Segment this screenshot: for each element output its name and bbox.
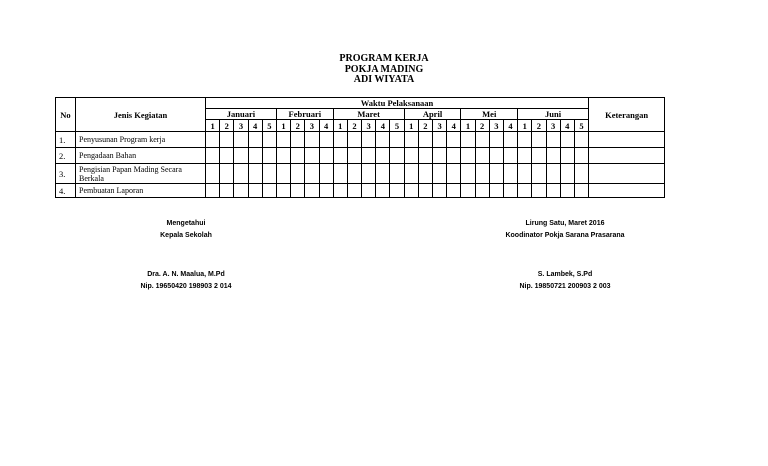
schedule-cell bbox=[333, 148, 347, 164]
schedule-cell bbox=[560, 164, 574, 184]
table-row bbox=[56, 164, 665, 184]
schedule-cell bbox=[305, 148, 319, 164]
schedule-cell bbox=[262, 164, 276, 184]
schedule-cell bbox=[248, 132, 262, 148]
row-activity: Pengisian Papan Mading Secara Berkala bbox=[76, 164, 206, 184]
schedule-cell bbox=[276, 132, 290, 148]
schedule-cell bbox=[362, 148, 376, 164]
week-number: 3 bbox=[305, 120, 319, 132]
signature-right-identity bbox=[490, 269, 640, 293]
schedule-cell bbox=[276, 148, 290, 164]
week-number: 3 bbox=[546, 120, 560, 132]
schedule-cell bbox=[518, 148, 532, 164]
schedule-cell bbox=[276, 184, 290, 198]
schedule-cell bbox=[489, 164, 503, 184]
schedule-cell bbox=[503, 164, 517, 184]
schedule-cell bbox=[220, 132, 234, 148]
week-number: 2 bbox=[475, 120, 489, 132]
week-number: 2 bbox=[220, 120, 234, 132]
schedule-cell bbox=[305, 164, 319, 184]
schedule-cell bbox=[546, 164, 560, 184]
document-title bbox=[0, 54, 768, 86]
row-activity: Pengadaan Bahan bbox=[76, 148, 206, 164]
remarks-cell bbox=[589, 184, 665, 198]
schedule-cell bbox=[532, 148, 546, 164]
schedule-cell bbox=[291, 164, 305, 184]
week-number: 1 bbox=[404, 120, 418, 132]
schedule-cell bbox=[503, 148, 517, 164]
month-header: Mei bbox=[461, 109, 518, 120]
week-number: 4 bbox=[376, 120, 390, 132]
schedule-cell bbox=[461, 164, 475, 184]
schedule-cell bbox=[362, 132, 376, 148]
title-line-1: PROGRAM KERJA bbox=[339, 53, 429, 64]
schedule-cell bbox=[518, 164, 532, 184]
row-activity: Pembuatan Laporan bbox=[76, 184, 206, 198]
signature-right-name: S. Lambek, S.Pd bbox=[537, 271, 593, 278]
header-activity: Jenis Kegiatan bbox=[76, 98, 206, 132]
signature-right bbox=[490, 218, 640, 242]
schedule-cell bbox=[574, 164, 588, 184]
week-number: 2 bbox=[347, 120, 361, 132]
week-number: 1 bbox=[276, 120, 290, 132]
schedule-cell bbox=[248, 164, 262, 184]
schedule-cell bbox=[461, 132, 475, 148]
schedule-cell bbox=[560, 184, 574, 198]
week-number: 3 bbox=[433, 120, 447, 132]
schedule-cell bbox=[206, 164, 220, 184]
schedule-cell bbox=[518, 132, 532, 148]
remarks-cell bbox=[589, 132, 665, 148]
table-row bbox=[56, 132, 665, 148]
schedule-cell bbox=[518, 184, 532, 198]
row-number: 2. bbox=[56, 148, 76, 164]
schedule-cell bbox=[404, 132, 418, 148]
schedule-cell bbox=[574, 148, 588, 164]
schedule-cell bbox=[546, 132, 560, 148]
signature-right-nip: Nip. 19850721 200903 2 003 bbox=[519, 283, 611, 290]
week-number: 2 bbox=[291, 120, 305, 132]
table-row bbox=[56, 148, 665, 164]
schedule-cell bbox=[404, 148, 418, 164]
schedule-cell bbox=[291, 148, 305, 164]
signature-right-line1: Lirung Satu, Maret 2016 bbox=[525, 220, 605, 227]
week-number: 3 bbox=[489, 120, 503, 132]
schedule-cell bbox=[248, 184, 262, 198]
week-number: 4 bbox=[447, 120, 461, 132]
schedule-cell bbox=[305, 184, 319, 198]
week-number: 4 bbox=[503, 120, 517, 132]
schedule-cell bbox=[461, 148, 475, 164]
header-remarks: Keterangan bbox=[589, 98, 665, 132]
week-number: 2 bbox=[418, 120, 432, 132]
schedule-cell bbox=[390, 148, 404, 164]
work-plan-table bbox=[55, 97, 665, 198]
week-number: 5 bbox=[574, 120, 588, 132]
signature-right-line2: Koodinator Pokja Sarana Prasarana bbox=[505, 232, 625, 239]
week-number: 4 bbox=[248, 120, 262, 132]
schedule-cell bbox=[489, 148, 503, 164]
schedule-cell bbox=[376, 184, 390, 198]
schedule-cell bbox=[362, 164, 376, 184]
schedule-cell bbox=[319, 184, 333, 198]
week-number: 4 bbox=[319, 120, 333, 132]
schedule-cell bbox=[276, 164, 290, 184]
schedule-cell bbox=[503, 132, 517, 148]
header-schedule: Waktu Pelaksanaan bbox=[206, 98, 589, 109]
schedule-cell bbox=[447, 164, 461, 184]
signature-left-identity bbox=[116, 269, 256, 293]
schedule-cell bbox=[447, 184, 461, 198]
month-header: Januari bbox=[206, 109, 277, 120]
month-header: April bbox=[404, 109, 461, 120]
schedule-cell bbox=[418, 164, 432, 184]
schedule-cell bbox=[248, 148, 262, 164]
schedule-cell bbox=[475, 132, 489, 148]
schedule-cell bbox=[305, 132, 319, 148]
schedule-cell bbox=[475, 148, 489, 164]
schedule-cell bbox=[489, 132, 503, 148]
schedule-cell bbox=[475, 184, 489, 198]
schedule-cell bbox=[489, 184, 503, 198]
schedule-cell bbox=[220, 184, 234, 198]
schedule-cell bbox=[319, 164, 333, 184]
row-number: 3. bbox=[56, 164, 76, 184]
schedule-cell bbox=[319, 132, 333, 148]
week-number: 3 bbox=[362, 120, 376, 132]
schedule-cell bbox=[560, 148, 574, 164]
schedule-cell bbox=[376, 132, 390, 148]
week-number: 1 bbox=[461, 120, 475, 132]
schedule-cell bbox=[234, 184, 248, 198]
signature-left-line1: Mengetahui bbox=[166, 220, 206, 227]
schedule-cell bbox=[433, 184, 447, 198]
schedule-cell bbox=[333, 184, 347, 198]
schedule-cell bbox=[433, 148, 447, 164]
title-line-3: ADI WIYATA bbox=[353, 74, 415, 85]
week-number: 5 bbox=[262, 120, 276, 132]
schedule-cell bbox=[390, 132, 404, 148]
remarks-cell bbox=[589, 164, 665, 184]
schedule-cell bbox=[475, 164, 489, 184]
row-number: 1. bbox=[56, 132, 76, 148]
schedule-cell bbox=[347, 184, 361, 198]
schedule-cell bbox=[234, 132, 248, 148]
schedule-cell bbox=[362, 184, 376, 198]
week-number: 3 bbox=[234, 120, 248, 132]
schedule-cell bbox=[234, 164, 248, 184]
signature-left-line2: Kepala Sekolah bbox=[160, 232, 212, 239]
schedule-cell bbox=[262, 184, 276, 198]
schedule-cell bbox=[433, 164, 447, 184]
header-row-1 bbox=[56, 98, 665, 109]
schedule-cell bbox=[234, 148, 248, 164]
schedule-cell bbox=[532, 132, 546, 148]
schedule-cell bbox=[291, 132, 305, 148]
month-header: Februari bbox=[276, 109, 333, 120]
schedule-cell bbox=[347, 132, 361, 148]
schedule-cell bbox=[546, 148, 560, 164]
schedule-cell bbox=[347, 148, 361, 164]
schedule-cell bbox=[333, 164, 347, 184]
remarks-cell bbox=[589, 148, 665, 164]
schedule-cell bbox=[532, 164, 546, 184]
schedule-cell bbox=[404, 184, 418, 198]
schedule-cell bbox=[390, 164, 404, 184]
schedule-cell bbox=[433, 132, 447, 148]
schedule-cell bbox=[461, 184, 475, 198]
signature-left-nip: Nip. 19650420 198903 2 014 bbox=[140, 283, 232, 290]
schedule-cell bbox=[319, 148, 333, 164]
schedule-cell bbox=[503, 184, 517, 198]
schedule-cell bbox=[546, 184, 560, 198]
week-number: 1 bbox=[518, 120, 532, 132]
schedule-cell bbox=[376, 148, 390, 164]
schedule-cell bbox=[262, 132, 276, 148]
table-row bbox=[56, 184, 665, 198]
month-header: Juni bbox=[518, 109, 589, 120]
schedule-cell bbox=[206, 148, 220, 164]
schedule-cell bbox=[447, 132, 461, 148]
month-header: Maret bbox=[333, 109, 404, 120]
schedule-cell bbox=[447, 148, 461, 164]
signature-left-name: Dra. A. N. Maalua, M.Pd bbox=[147, 271, 225, 278]
signature-left bbox=[126, 218, 246, 242]
schedule-cell bbox=[574, 184, 588, 198]
schedule-cell bbox=[418, 184, 432, 198]
header-no: No bbox=[56, 98, 76, 132]
schedule-cell bbox=[333, 132, 347, 148]
schedule-cell bbox=[220, 164, 234, 184]
schedule-cell bbox=[560, 132, 574, 148]
schedule-cell bbox=[418, 148, 432, 164]
row-activity: Penyusunan Program kerja bbox=[76, 132, 206, 148]
schedule-cell bbox=[532, 184, 546, 198]
schedule-cell bbox=[347, 164, 361, 184]
schedule-cell bbox=[418, 132, 432, 148]
schedule-cell bbox=[262, 148, 276, 164]
week-number: 1 bbox=[333, 120, 347, 132]
schedule-cell bbox=[206, 184, 220, 198]
schedule-cell bbox=[376, 164, 390, 184]
schedule-cell bbox=[390, 184, 404, 198]
title-line-2: POKJA MADING bbox=[344, 63, 424, 75]
schedule-cell bbox=[220, 148, 234, 164]
week-number: 5 bbox=[390, 120, 404, 132]
week-number: 2 bbox=[532, 120, 546, 132]
week-number: 1 bbox=[206, 120, 220, 132]
row-number: 4. bbox=[56, 184, 76, 198]
schedule-cell bbox=[291, 184, 305, 198]
schedule-cell bbox=[404, 164, 418, 184]
schedule-cell bbox=[574, 132, 588, 148]
week-number: 4 bbox=[560, 120, 574, 132]
schedule-cell bbox=[206, 132, 220, 148]
